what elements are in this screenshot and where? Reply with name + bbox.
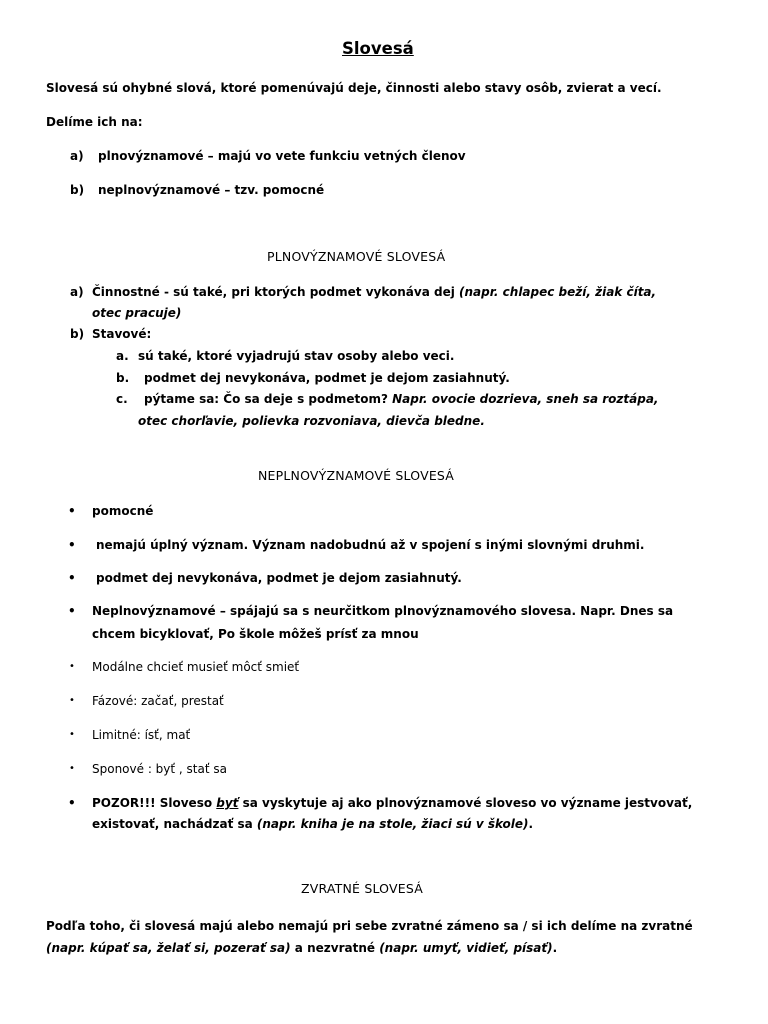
plno-sub-marker-c: c. (116, 392, 128, 406)
neplno-item-pomocne: pomocné (92, 504, 154, 518)
division-item-a: plnovýznamové – majú vo vete funkciu vetných členov (98, 149, 466, 163)
intro-paragraph: Slovesá sú ohybné slová, ktoré pomenúvajú deje, činnosti alebo stavy osôb, zvierat a vecí. (46, 81, 662, 95)
heading-plnovyznamove: PLNOVÝZNAMOVÉ SLOVESÁ (267, 249, 446, 264)
heading-neplnovyznamove: NEPLNOVÝZNAMOVÉ SLOVESÁ (258, 468, 455, 483)
neplno-item-modalne: Modálne chcieť musieť môcť smieť (92, 660, 300, 674)
page-title: Slovesá (342, 39, 414, 58)
neplno-item-limitne: Limitné: ísť, mať (92, 728, 191, 742)
neplno-item-sponove: Sponové : byť , stať sa (92, 762, 227, 776)
plno-marker-b: b) (70, 327, 85, 341)
division-item-b: neplnovýznamové – tzv. pomocné (98, 183, 325, 197)
pozor-note-cont: existovať, nachádzať sa (napr. kniha je na stole, žiaci sú v škole). (92, 817, 534, 831)
zvratne-paragraph: Podľa toho, či slovesá majú alebo nemajú pri sebe zvratné zámeno sa / si ich delíme na zvratné (46, 919, 693, 933)
zvratne-paragraph-cont: (napr. kúpať sa, želať si, pozerať sa) a nezvratné (napr. umyť, vidieť, písať). (46, 941, 558, 955)
plno-a-example: (napr. chlapec beží, žiak číta, (459, 285, 657, 299)
bullet-icon: • (69, 763, 75, 774)
bullet-icon: • (69, 661, 75, 672)
division-label: Delíme ich na: (46, 115, 143, 129)
bullet-icon: • (68, 796, 76, 810)
neplno-item-fazove: Fázové: začať, prestať (92, 694, 224, 708)
plno-sub-item-a: sú také, ktoré vyjadrujú stav osoby alebo veci. (138, 349, 455, 363)
plno-sub-item-b: podmet dej nevykonáva, podmet je dejom zasiahnutý. (144, 371, 510, 385)
pozor-note: POZOR!!! Sloveso byť sa vyskytuje aj ako plnovýznamové sloveso vo význame jestvovať, (92, 796, 693, 810)
division-marker-b: b) (70, 183, 85, 197)
plno-item-a: Činnostné - sú také, pri ktorých podmet vykonáva dej (napr. chlapec beží, žiak číta, (92, 285, 657, 299)
bullet-icon: • (68, 571, 76, 585)
plno-sub-item-c: pýtame sa: Čo sa deje s podmetom? Napr. ovocie dozrieva, sneh sa roztápa, (144, 392, 659, 406)
division-marker-a: a) (70, 149, 84, 163)
plno-c-example: Napr. ovocie dozrieva, sneh sa roztápa, (392, 392, 659, 406)
neplno-item-neurcitok-cont: chcem bicyklovať, Po škole môžeš prísť za mnou (92, 627, 419, 641)
bullet-icon: • (68, 538, 76, 552)
neplno-item-podmet: podmet dej nevykonáva, podmet je dejom zasiahnutý. (96, 571, 462, 585)
plno-c-example-cont: otec chorľavie, polievka rozvoniava, dievča bledne. (138, 414, 485, 428)
neplno-item-vyznam: nemajú úplný význam. Význam nadobudnú až v spojení s inými slovnými druhmi. (96, 538, 645, 552)
plno-sub-marker-b: b. (116, 371, 130, 385)
plno-sub-marker-a: a. (116, 349, 129, 363)
neplno-item-neurcitok: Neplnovýznamové – spájajú sa s neurčitkom plnovýznamového slovesa. Napr. Dnes sa (92, 604, 674, 618)
plno-item-b: Stavové: (92, 327, 152, 341)
plno-marker-a: a) (70, 285, 84, 299)
bullet-icon: • (68, 604, 76, 618)
pozor-highlight-word: byť (216, 796, 239, 810)
heading-zvratne: ZVRATNÉ SLOVESÁ (301, 881, 423, 896)
bullet-icon: • (68, 504, 76, 518)
bullet-icon: • (69, 695, 75, 706)
plno-a-example-cont: otec pracuje) (92, 306, 182, 320)
bullet-icon: • (69, 729, 75, 740)
